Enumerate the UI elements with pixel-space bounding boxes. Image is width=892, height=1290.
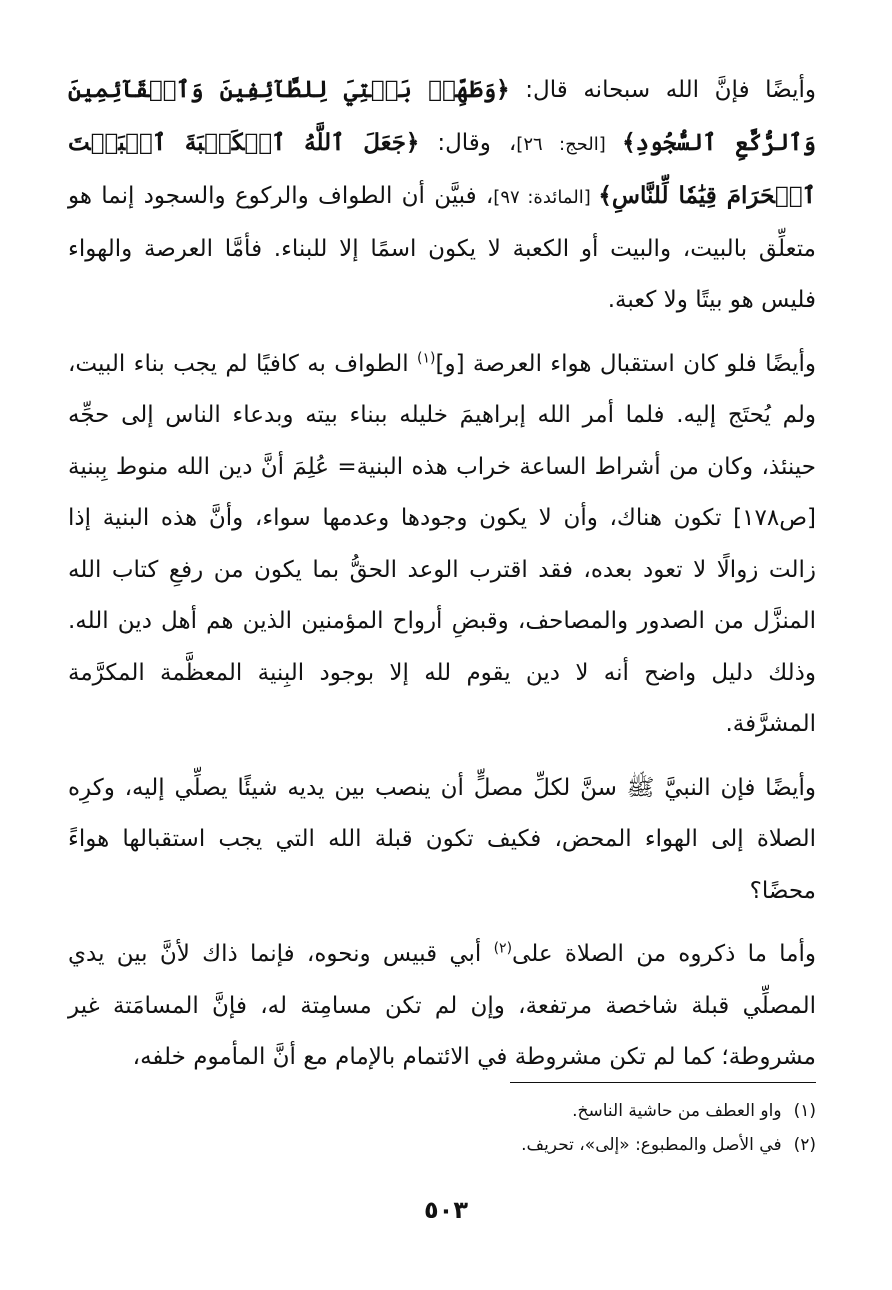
footnote-separator bbox=[510, 1082, 816, 1083]
footnote bbox=[68, 1094, 816, 1128]
verse-reference: [الحج: ٢٦] bbox=[516, 133, 623, 155]
quran-verse: ﴿جَعَلَ ٱللَّهُ ٱلۡكَعۡبَةَ ٱلۡبَيۡتَ ٱلۡحَرَامَ قِيَٰمٗا لِّلنَّاسِ﴾ bbox=[68, 128, 816, 209]
footnote-text: في الأصل والمطبوع: «إلى»، تحريف. bbox=[521, 1135, 782, 1155]
body-text: وأيضًا فلو كان استقبال هواء العرصة [و] bbox=[435, 350, 816, 377]
body-text: وأيضًا فإنَّ الله سبحانه قال: bbox=[509, 77, 817, 103]
body-text: وأما ما ذكروه من الصلاة على bbox=[512, 941, 816, 967]
body-text: ، وقال: bbox=[419, 129, 517, 156]
quran-verse: ﴿وَطَهِّرۡ بَيۡتِيَ لِلطَّآئِفِينَ وَٱلۡقَآئِمِينَ وَٱلرُّكَّعِ ٱلسُّجُودِ﴾ bbox=[68, 76, 816, 156]
page-number: ٥٠٣ bbox=[424, 1196, 468, 1224]
paragraph bbox=[68, 929, 816, 1084]
footnote bbox=[68, 1128, 816, 1162]
body-text: وأيضًا فإن النبيَّ ﷺ سنَّ لكلِّ مصلٍّ أن ينصب بين يديه شيئًا يصلِّي إليه، وكرِه الصلاة إلى الهواء المحض، فكيف تكون قبلة الله التي يجب استقبالها هواءً محضًا؟ bbox=[68, 774, 816, 904]
page-body bbox=[68, 64, 816, 1084]
footnote-number: (١) bbox=[793, 1101, 816, 1121]
footnote-text: واو العطف من حاشية الناسخ. bbox=[572, 1101, 782, 1121]
footnote-marker: (٢) bbox=[493, 940, 513, 957]
body-text: الطواف به كافيًا لم يجب بناء البيت، ولم يُحتَج إليه. فلما أمر الله إبراهيمَ خليله ببناء بيته وبدعاء الناس إلى حجِّه حينئذ، وكان من أشراط الساعة خراب هذه البنية= عُلِمَ أنَّ دين الله منوط بِبنية [ص١٧٨] تكون هناك، وأن لا يكون وجودها وعدمها سواء، وأنَّ هذه البنية إذا زالت زوالًا لا تعود بعده، فقد اقترب الوعد الحقُّ بما يكون من رفعِ كتاب الله المنزَّل من الصدور والمصاحف، وقبضِ أرواح المؤمنين الذين هم أهل دين الله. وذلك دليل واضح أنه لا دين يقوم لله إلا بوجود البِنية المعظَّمة المكرَّمة المشرَّفة. bbox=[68, 350, 816, 737]
footnote-number: (٢) bbox=[793, 1135, 816, 1155]
body-text: أبي قبيس ونحوه، فإنما ذاك لأنَّ بين يدي المصلِّي قبلة شاخصة مرتفعة، وإن لم تكن مسامِتة له، فإنَّ المسامَتة غير مشروطة؛ كما لم تكن مشروطة في الائتمام بالإمام مع أنَّ المأموم خلفه، bbox=[68, 941, 816, 1070]
verse-reference: [المائدة: ٩٧] bbox=[493, 187, 599, 208]
footnotes bbox=[68, 1094, 816, 1162]
paragraph bbox=[68, 64, 816, 327]
footnote-marker: (١) bbox=[417, 349, 436, 366]
paragraph bbox=[68, 339, 816, 751]
body-text: ، فبيَّن أن الطواف والركوع والسجود إنما هو متعلِّق بالبيت، والبيت أو الكعبة لا يكون اسمًا إلا للبناء. فأمَّا العرصة والهواء فليس هو بيتًا ولا كعبة. bbox=[68, 183, 816, 313]
paragraph bbox=[68, 763, 816, 918]
